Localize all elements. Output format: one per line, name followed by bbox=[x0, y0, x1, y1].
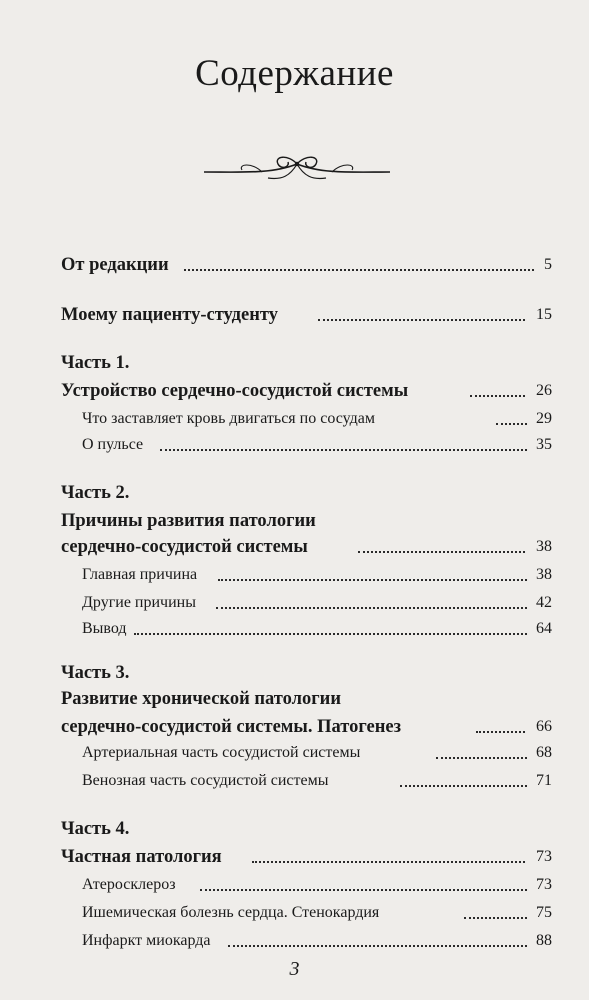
leader-dots bbox=[252, 861, 525, 863]
toc-entry[interactable] bbox=[0, 560, 589, 590]
toc-entry-page: 68 bbox=[536, 744, 552, 761]
divider-ornament-icon bbox=[202, 150, 392, 186]
leader-dots bbox=[464, 917, 527, 919]
toc-entry[interactable] bbox=[0, 532, 589, 562]
leader-dots bbox=[184, 269, 534, 271]
leader-dots bbox=[436, 757, 527, 759]
leader-dots bbox=[318, 319, 525, 321]
toc-entry-label: сердечно-сосудистой системы bbox=[61, 537, 308, 557]
toc-entry-label-line1: Развитие хронической патологии bbox=[61, 689, 341, 709]
toc-entry[interactable] bbox=[0, 250, 589, 280]
toc-entry-page: 38 bbox=[536, 538, 552, 555]
toc-entry-page: 88 bbox=[536, 932, 552, 949]
toc-entry-label: Частная патология bbox=[61, 847, 222, 867]
toc-entry-label: Венозная часть сосудистой системы bbox=[82, 772, 329, 789]
toc-entry-label: Инфаркт миокарда bbox=[82, 932, 211, 949]
toc-entry[interactable] bbox=[0, 430, 589, 460]
part-heading: Часть 2. bbox=[61, 483, 130, 503]
leader-dots bbox=[476, 731, 525, 733]
toc-entry-label: Главная причина bbox=[82, 566, 198, 583]
toc-entry-page: 75 bbox=[536, 904, 552, 921]
leader-dots bbox=[400, 785, 527, 787]
leader-dots bbox=[358, 551, 525, 553]
toc-entry-page: 5 bbox=[544, 256, 552, 273]
leader-dots bbox=[218, 579, 527, 581]
leader-dots bbox=[200, 889, 527, 891]
toc-entry-label: Другие причины bbox=[82, 594, 196, 611]
toc-entry-page: 26 bbox=[536, 382, 552, 399]
toc-entry[interactable] bbox=[0, 300, 589, 330]
toc-entry[interactable] bbox=[0, 870, 589, 900]
toc-entry[interactable] bbox=[0, 766, 589, 796]
page-number: 3 bbox=[289, 958, 300, 980]
leader-dots bbox=[160, 449, 527, 451]
toc-entry-page: 38 bbox=[536, 566, 552, 583]
toc-entry-label: Ишемическая болезнь сердца. Стенокардия bbox=[82, 904, 380, 921]
toc-entry-label: Устройство сердечно-сосудистой системы bbox=[61, 381, 409, 401]
part-heading: Часть 3. bbox=[61, 663, 130, 683]
toc-entry[interactable] bbox=[0, 898, 589, 928]
toc-entry-label: сердечно-сосудистой системы. Патогенез bbox=[61, 717, 402, 737]
toc-entry-page: 66 bbox=[536, 718, 552, 735]
toc-entry-label: Что заставляет кровь двигаться по сосудам bbox=[82, 410, 375, 427]
toc-entry[interactable] bbox=[0, 614, 589, 644]
toc-entry[interactable] bbox=[0, 926, 589, 956]
leader-dots bbox=[134, 633, 527, 635]
toc-entry-label: От редакции bbox=[61, 255, 169, 275]
leader-dots bbox=[228, 945, 527, 947]
toc-entry-label: Вывод bbox=[82, 620, 127, 637]
toc-entry-label: Атеросклероз bbox=[82, 876, 176, 893]
leader-dots bbox=[216, 607, 527, 609]
toc-entry-page: 73 bbox=[536, 876, 552, 893]
toc-entry[interactable] bbox=[0, 842, 589, 872]
toc-entry-label: О пульсе bbox=[82, 436, 144, 453]
toc-entry[interactable] bbox=[0, 738, 589, 768]
toc-entry[interactable] bbox=[0, 376, 589, 406]
toc-entry-label-line1: Причины развития патологии bbox=[61, 511, 316, 531]
toc-entry-page: 35 bbox=[536, 436, 552, 453]
leader-dots bbox=[470, 395, 525, 397]
toc-entry-page: 29 bbox=[536, 410, 552, 427]
toc-entry-page: 71 bbox=[536, 772, 552, 789]
page-title: Содержание bbox=[195, 53, 394, 94]
toc-entry-page: 42 bbox=[536, 594, 552, 611]
leader-dots bbox=[496, 423, 527, 425]
toc-entry-page: 64 bbox=[536, 620, 552, 637]
toc-entry-page: 15 bbox=[536, 306, 552, 323]
toc-entry-label: Артериальная часть сосудистой системы bbox=[82, 744, 361, 761]
part-heading: Часть 4. bbox=[61, 819, 130, 839]
part-heading: Часть 1. bbox=[61, 353, 130, 373]
toc-entry-label: Моему пациенту-студенту bbox=[61, 305, 278, 325]
toc-entry-page: 73 bbox=[536, 848, 552, 865]
